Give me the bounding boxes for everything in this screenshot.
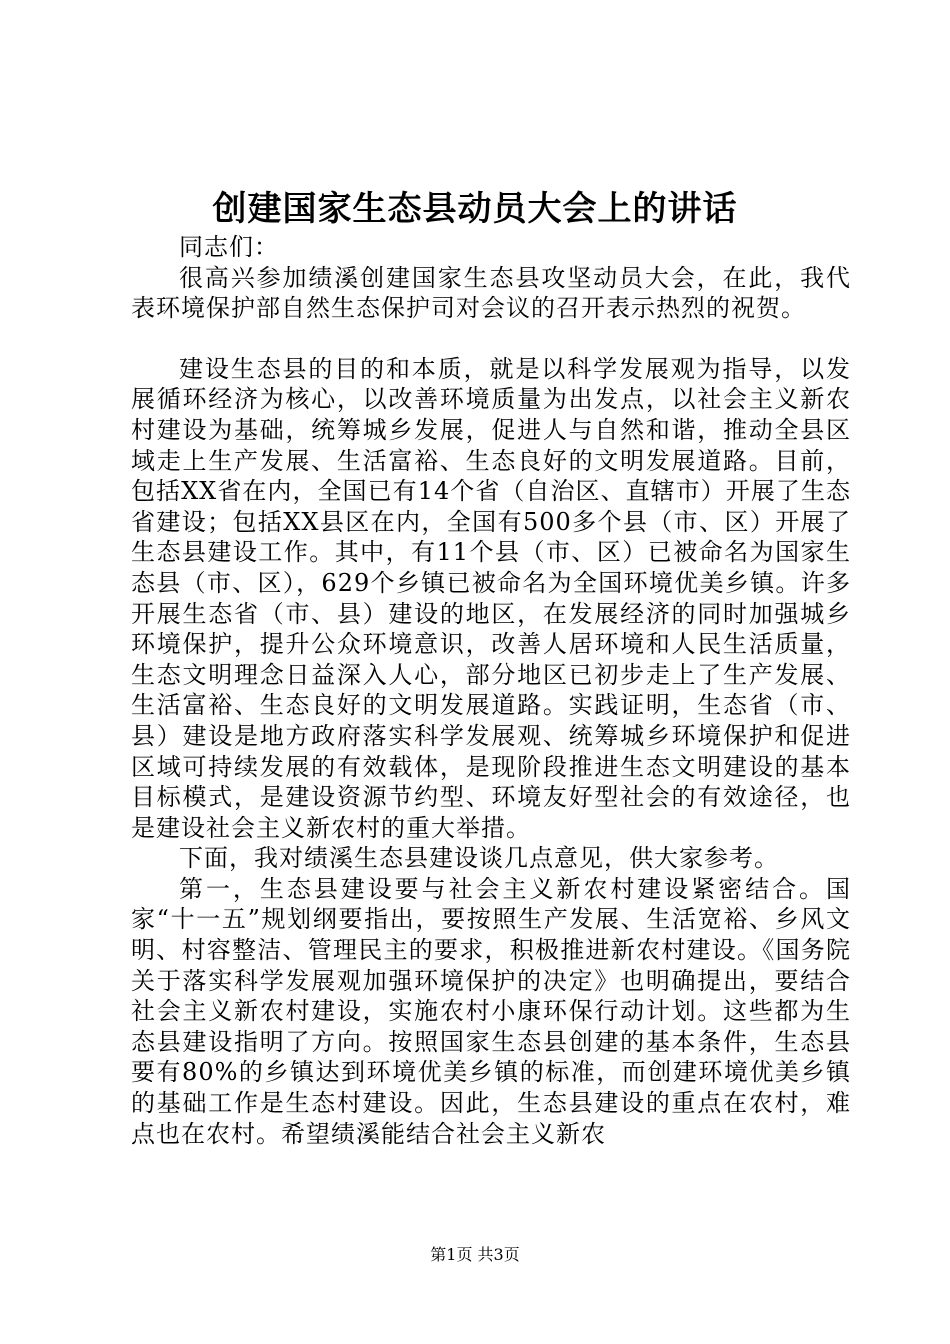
body-paragraph: 很高兴参加绩溪创建国家生态县攻坚动员大会，在此，我代表环境保护部自然生态保护司对会议的召开表示热烈的祝贺。 <box>131 263 851 323</box>
salutation-paragraph: 同志们： <box>179 233 279 261</box>
body-paragraph: 建设生态县的目的和本质，就是以科学发展观为指导，以发展循环经济为核心，以改善环境质量为出发点，以社会主义新农村建设为基础，统筹城乡发展，促进人与自然和谐，推动全县区域走上生产发展、生活富裕、生态良好的文明发展道路。目前，包括XX省在内，全国已有14个省（自治区、直辖市）开展了生态省建设；包括XX县区在内，全国有500多个县（市、区）开展了生态县建设工作。其中，有11个县（市、区）已被命名为国家生态县（市、区），629个乡镇已被命名为全国环境优美乡镇。许多开展生态省（市、县）建设的地区，在发展经济的同时加强城乡环境保护，提升公众环境意识，改善人居环境和人民生活质量，生态文明理念日益深入人心，部分地区已初步走上了生产发展、生活富裕、生态良好的文明发展道路。实践证明，生态省（市、县）建设是地方政府落实科学发展观、统筹城乡环境保护和促进区域可持续发展的有效载体，是现阶段推进生态文明建设的基本目标模式，是建设资源节约型、环境友好型社会的有效途径，也是建设社会主义新农村的重大举措。 <box>131 354 851 842</box>
body-paragraph: 第一，生态县建设要与社会主义新农村建设紧密结合。国家“十一五”规划纲要指出，要按照生产发展、生活宽裕、乡风文明、村容整洁、管理民主的要求，积极推进新农村建设。《国务院关于落实科学发展观加强环境保护的决定》也明确提出，要结合社会主义新农村建设，实施农村小康环保行动计划。这些都为生态县建设指明了方向。按照国家生态县创建的基本条件，生态县要有80%的乡镇达到环境优美乡镇的标准，而创建环境优美乡镇的基础工作是生态村建设。因此，生态县建设的重点在农村，难点也在农村。希望绩溪能结合社会主义新农 <box>131 874 851 1148</box>
page-number-footer: 第1页 共3页 <box>430 1245 520 1264</box>
document-body <box>131 232 851 1149</box>
body-paragraph: 下面，我对绩溪生态县建设谈几点意见，供大家参考。 <box>179 844 779 873</box>
document-title: 创建国家生态县动员大会上的讲话 <box>212 189 738 229</box>
